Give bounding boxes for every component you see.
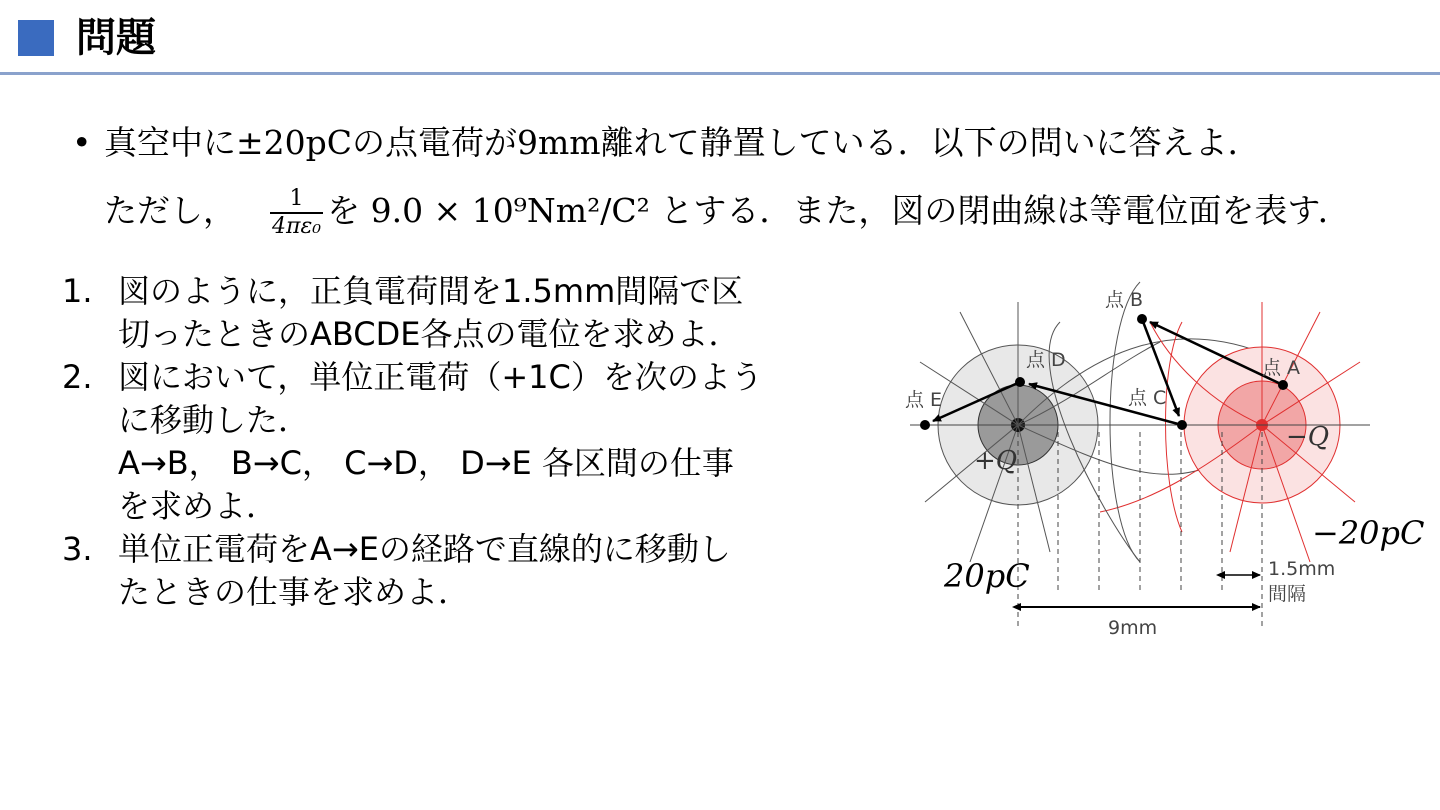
intro-line-1 [72, 118, 1261, 168]
fraction-numerator: 1 [270, 186, 323, 214]
question-3 [62, 528, 862, 614]
question-1 [62, 270, 862, 356]
intro-line-2-prefix: ただし， [104, 191, 236, 230]
fraction-denominator: 4πε₀ [272, 214, 322, 239]
question-line: を求めよ． [118, 487, 279, 525]
label-spacing-2: 間隔 [1268, 583, 1307, 605]
question-line: たときの仕事を求めよ． [118, 573, 471, 611]
question-line: 単位正電荷をA→Eの経路で直線的に移動し [118, 530, 731, 568]
question-line: に移動した． [118, 401, 311, 439]
bullet-icon: • [72, 123, 92, 162]
question-line: 図において，単位正電荷（+1C）を次のよう [118, 358, 763, 396]
question-2 [62, 356, 862, 528]
label-spacing: 1.5mm [1268, 558, 1336, 580]
question-number: 1. [62, 272, 93, 310]
question-line: A→B， B→C， C→D， D→E 各区間の仕事 [118, 444, 734, 482]
point-e [920, 420, 930, 430]
right-charge-label: −20pC [1312, 514, 1425, 552]
title-square-icon [18, 20, 54, 56]
label-point-c: 点 C [1128, 387, 1167, 409]
coulomb-constant-fraction [270, 186, 323, 240]
label-point-b: 点 B [1105, 289, 1144, 311]
label-point-d: 点 D [1026, 349, 1066, 371]
intro-line-1-text: 真空中に±20pCの点電荷が9mm離れて静置している．以下の問いに答えよ． [104, 123, 1261, 162]
intro-line-2 [104, 186, 1351, 240]
left-charge-label: 20pC [944, 557, 1030, 595]
label-plus-q: +Q [974, 446, 1018, 476]
question-number: 3. [62, 530, 93, 568]
title-divider [0, 72, 1440, 75]
equipotential-figure [900, 262, 1440, 652]
label-minus-q: −Q [1286, 422, 1330, 452]
label-point-e: 点 E [905, 389, 943, 411]
page-title: 問題 [76, 15, 156, 61]
question-line: 切ったときのABCDE各点の電位を求めよ． [118, 315, 741, 353]
intro-line-2-suffix: を 9.0 × 10⁹Nm²/C² とする．また，図の閉曲線は等電位面を表す． [327, 191, 1351, 230]
question-number: 2. [62, 358, 93, 396]
question-line: 図のように，正負電荷間を1.5mm間隔で区 [118, 272, 744, 310]
question-list [62, 270, 862, 614]
label-distance: 9mm [1108, 617, 1158, 639]
label-point-a: 点 A [1262, 357, 1301, 379]
